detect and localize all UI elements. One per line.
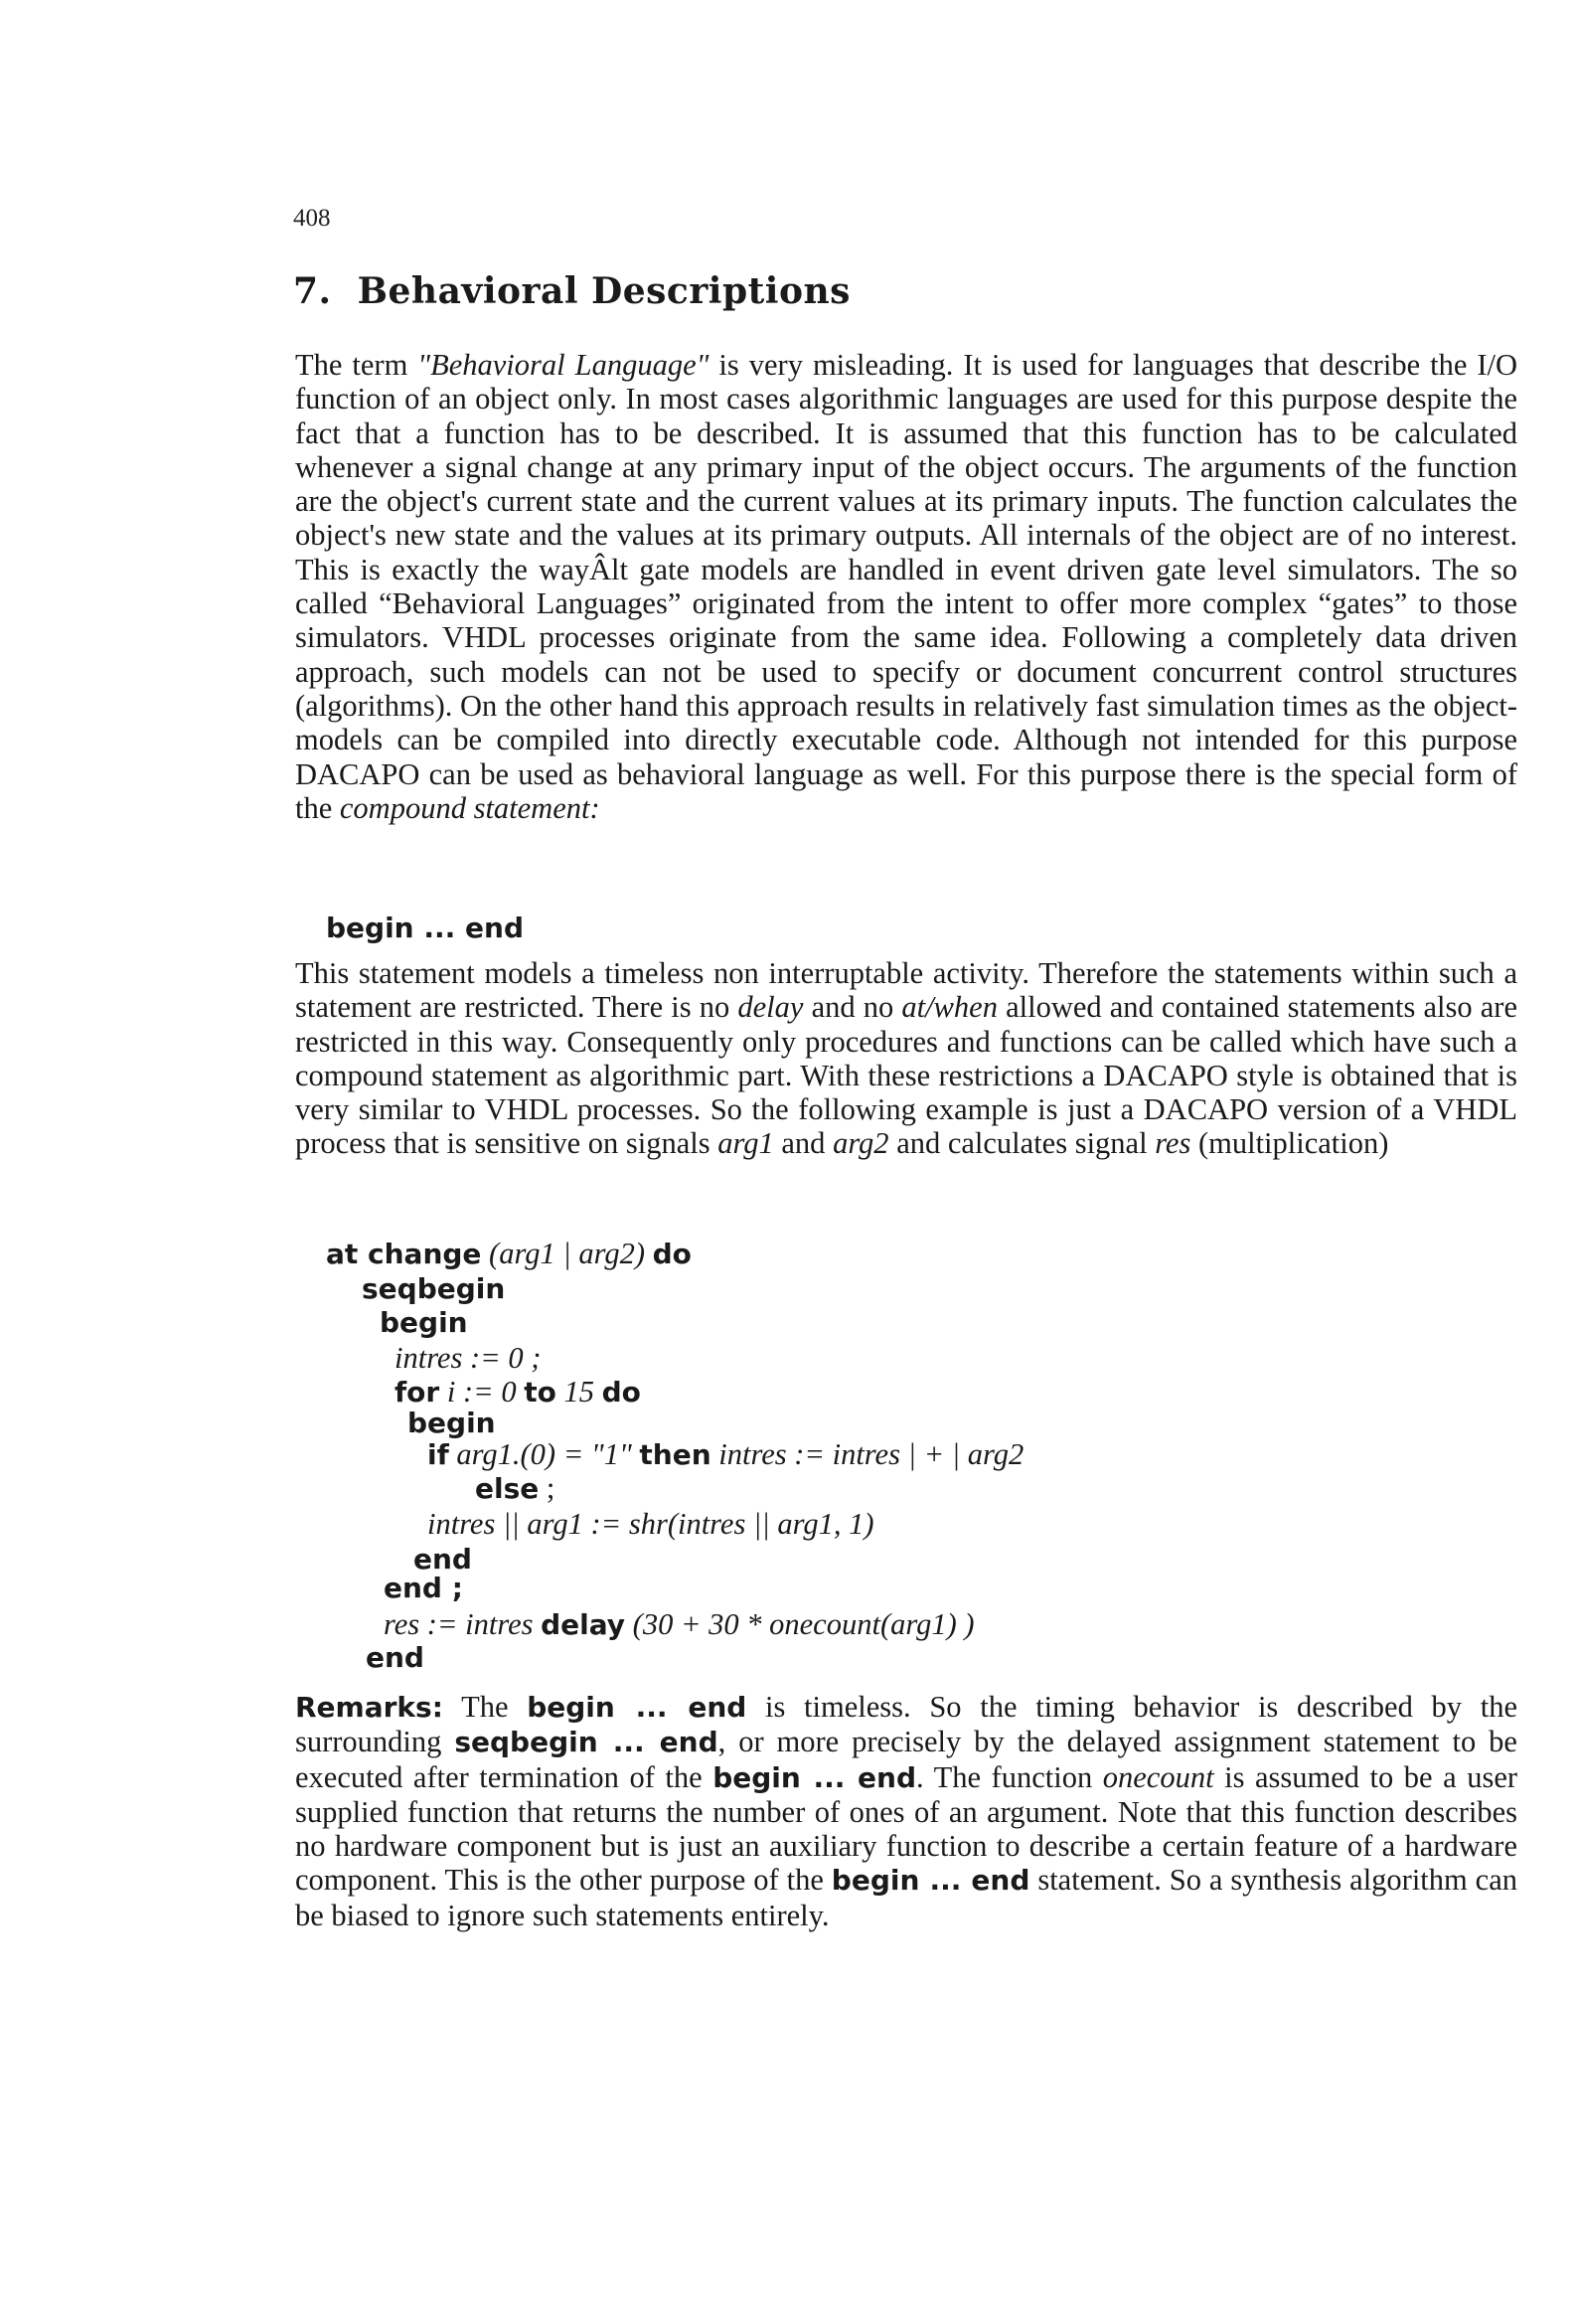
code-keyword: end ; [384, 1572, 463, 1604]
code-line-11 [384, 1571, 463, 1605]
code-line-9 [427, 1507, 874, 1541]
code-keyword: begin [407, 1407, 496, 1439]
code-expression: intres := intres | + | arg2 [718, 1437, 1025, 1471]
keyword-begin-end: begin ... end [527, 1691, 747, 1724]
text-run: The [442, 1690, 528, 1724]
text-run: and no [803, 990, 902, 1025]
section-number: 7. [293, 270, 332, 312]
intro-paragraph-block [295, 348, 1517, 825]
term-compound-statement: compound statement: [339, 790, 600, 825]
begin-end-keyword: begin ... end [326, 912, 524, 944]
statement-paragraph-block [295, 956, 1517, 1161]
term-at-when: at/when [901, 990, 998, 1025]
statement-paragraph [295, 956, 1517, 1161]
code-keyword: if [427, 1438, 449, 1471]
code-line-5 [394, 1375, 641, 1410]
keyword-begin-end: begin ... end [712, 1760, 916, 1794]
keyword-seqbegin-end: seqbegin ... end [454, 1726, 718, 1759]
code-keyword: seqbegin [362, 1272, 506, 1305]
keyword-begin-end: begin ... end [831, 1864, 1030, 1898]
code-keyword: end [413, 1543, 472, 1576]
intro-paragraph [295, 348, 1517, 825]
section-title: Behavioral Descriptions [357, 270, 851, 312]
text-run: is timeless. So the timing behavior is described by the surrounding [295, 1690, 1517, 1759]
text-run: The term [295, 348, 418, 382]
code-expression: (arg1 | arg2) [489, 1237, 645, 1270]
term-res: res [1155, 1126, 1191, 1161]
term-arg1: arg1 [717, 1126, 774, 1161]
remarks-paragraph-block [295, 1690, 1517, 1932]
code-expression: intres := 0 ; [394, 1341, 542, 1375]
code-line-1 [326, 1237, 692, 1271]
code-keyword: do [652, 1238, 692, 1270]
code-keyword: then [639, 1438, 711, 1471]
code-expression: 15 [563, 1375, 594, 1409]
term-onecount: onecount [1102, 1759, 1214, 1794]
code-line-3 [380, 1305, 468, 1340]
begin-end-syntax [326, 911, 524, 945]
page-number: 408 [293, 205, 331, 232]
code-expression: i := 0 [446, 1375, 517, 1409]
text-run: and [773, 1126, 834, 1161]
text-run: statement. So a synthesis algorithm can be biased to ignore such statements entirely. [295, 1863, 1518, 1932]
code-line-2 [362, 1271, 505, 1306]
code-line-8 [475, 1471, 554, 1506]
code-line-6 [407, 1406, 496, 1440]
text-run: . The function [916, 1759, 1103, 1794]
code-expression: res := intres [384, 1607, 534, 1641]
text-run: , or more precisely by the delayed assignment statement to be executed after termination of the [295, 1725, 1517, 1794]
code-keyword: else [475, 1472, 540, 1505]
code-punctuation: ; [546, 1471, 555, 1505]
text-run: allowed and contained statements also are restricted in this way. Consequently only procedures and functions can be called which have such a compound statement as algorithmic part. With these restrictions a DACAPO style is obtained that is very similar to VHDL processes. So the following example is just a DACAPO version of a VHDL process that is sensitive on signals [295, 990, 1517, 1161]
text-run: and calculates signal [888, 1126, 1156, 1161]
term-arg2: arg2 [833, 1126, 889, 1161]
code-line-7 [427, 1437, 1024, 1472]
code-keyword: begin [380, 1306, 468, 1339]
code-line-12 [384, 1607, 975, 1642]
code-line-13 [366, 1640, 424, 1675]
term-delay: delay [737, 990, 804, 1025]
remarks-label: Remarks: [295, 1691, 443, 1724]
text-run: is assumed to be a user supplied function that returns the number of ones of an argument. Note that this function describes no hardware component but is just an auxiliary function to describe a certain feature of a hardware component. This is the other purpose of the [295, 1759, 1518, 1898]
code-keyword: delay [541, 1608, 626, 1641]
text-run: (multiplication) [1190, 1126, 1389, 1161]
code-keyword: to [524, 1376, 556, 1409]
section-heading [293, 270, 851, 312]
code-expression: intres || arg1 := shr(intres || arg1, 1) [427, 1507, 874, 1541]
code-keyword: for [394, 1376, 440, 1409]
remarks-paragraph [295, 1690, 1517, 1932]
code-keyword: do [601, 1376, 641, 1409]
code-expression: (30 + 30 * onecount(arg1) ) [632, 1607, 975, 1641]
code-keyword: end [366, 1641, 424, 1674]
term-behavioral-language: "Behavioral Language" [417, 348, 710, 382]
code-line-4 [394, 1341, 541, 1375]
text-run: This statement models a timeless non interruptable activity. Therefore the statements within such a statement are restricted. There is no [295, 956, 1517, 1025]
code-expression: arg1.(0) = "1" [456, 1437, 632, 1471]
code-keyword: at change [326, 1238, 482, 1270]
text-run: is very misleading. It is used for languages that describe the I/O function of an object only. In most cases algorithmic languages are used for this purpose despite the fact that a function has to be described. It is assumed that this function has to be calculated whenever a signal change at any primary input of the object occurs. The arguments of the function are the object's current state and the current values at its primary inputs. The function calculates the object's new state and the values at its primary outputs. All internals of the object are of no interest. This is exactly the wayÂlt gate models are handled in event driven gate level simulators. The so called “Behavioral Languages” originated from the intent to offer more complex “gates” to those simulators. VHDL processes originate from the same idea. Following a completely data driven approach, such models can not be used to specify or document concurrent control structures (algorithms). On the other hand this approach results in relatively fast simulation times as the object-models can be compiled into directly executable code. Although not intended for this purpose DACAPO can be used as behavioral language as well. For this purpose there is the special form of the [295, 348, 1518, 825]
